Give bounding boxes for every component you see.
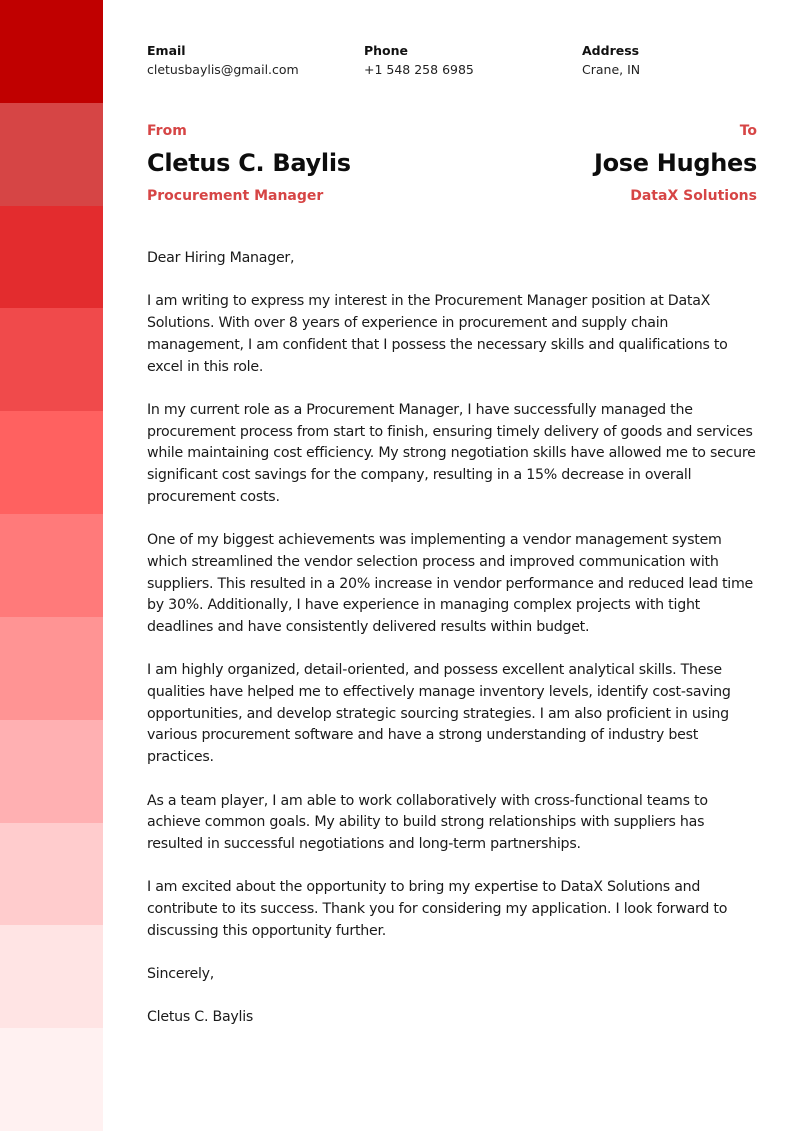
phone-label: Phone	[364, 43, 409, 58]
letter-paragraph: One of my biggest achievements was implementing a vendor management system which streamlined the vendor selection process and improved communication with suppliers. This resulted in a 20% increase in vendor performance and reduced lead time by 30%. Additionally, I have experience in managing complex projects with tight deadlines and have consistently delivered results within budget.	[147, 532, 754, 635]
signature: Cletus C. Baylis	[147, 1009, 254, 1026]
color-stripe	[0, 925, 103, 1028]
color-stripe	[0, 206, 103, 309]
recipient-company: DataX Solutions	[630, 188, 757, 204]
address-value: Crane, IN	[582, 62, 641, 77]
letter-body	[147, 248, 759, 1051]
contact-info	[147, 43, 777, 83]
contact-email	[147, 43, 299, 81]
letter-paragraph: As a team player, I am able to work collaboratively with cross-functional teams to achieve common goals. My ability to build strong relationships with suppliers has resulted in successful negotiations and long-term partnerships.	[147, 792, 708, 852]
letter-paragraph: I am excited about the opportunity to bring my expertise to DataX Solutions and contribute to its success. Thank you for considering my application. I look forward to discussing this opportunity further.	[147, 879, 728, 939]
color-stripe	[0, 308, 103, 411]
from-label: From	[147, 123, 187, 139]
sender-name: Cletus C. Baylis	[147, 149, 351, 177]
closing: Sincerely,	[147, 966, 215, 983]
letter-paragraph: I am writing to express my interest in the Procurement Manager position at DataX Solutions. With over 8 years of experience in procurement and supply chain management, I am confident that I possess the necessary skills and qualifications to excel in this role.	[147, 293, 728, 375]
color-stripe	[0, 1028, 103, 1131]
salutation: Dear Hiring Manager,	[147, 250, 295, 266]
recipient-name: Jose Hughes	[593, 149, 757, 177]
color-stripe	[0, 514, 103, 617]
color-stripe	[0, 823, 103, 926]
address-label: Address	[582, 43, 640, 58]
email-label: Email	[147, 43, 186, 58]
color-stripe	[0, 411, 103, 514]
color-stripe	[0, 0, 103, 103]
letter-paragraph: I am highly organized, detail-oriented, and possess excellent analytical skills. These qualities have helped me to effectively manage inventory levels, identify cost-saving opportunities, and develop strategic sourcing strategies. I am also proficient in using various procurement software and have a strong understanding of industry best practices.	[147, 662, 731, 766]
sender-title: Procurement Manager	[147, 188, 324, 204]
decorative-color-sidebar	[0, 0, 103, 1131]
email-value: cletusbaylis@gmail.com	[147, 62, 299, 77]
contact-phone	[364, 43, 474, 81]
color-stripe	[0, 617, 103, 720]
contact-address	[582, 43, 640, 81]
phone-value: +1 548 258 6985	[364, 62, 474, 77]
color-stripe	[0, 103, 103, 206]
sender-block	[147, 120, 351, 208]
to-label: To	[739, 123, 757, 139]
color-stripe	[0, 720, 103, 823]
letter-paragraph: In my current role as a Procurement Manager, I have successfully managed the procurement process from start to finish, ensuring timely delivery of goods and services while maintaining cost efficiency. My strong negotiation skills have allowed me to secure significant cost savings for the company, resulting in a 15% decrease in overall procurement costs.	[147, 401, 756, 505]
recipient-block	[594, 120, 757, 208]
